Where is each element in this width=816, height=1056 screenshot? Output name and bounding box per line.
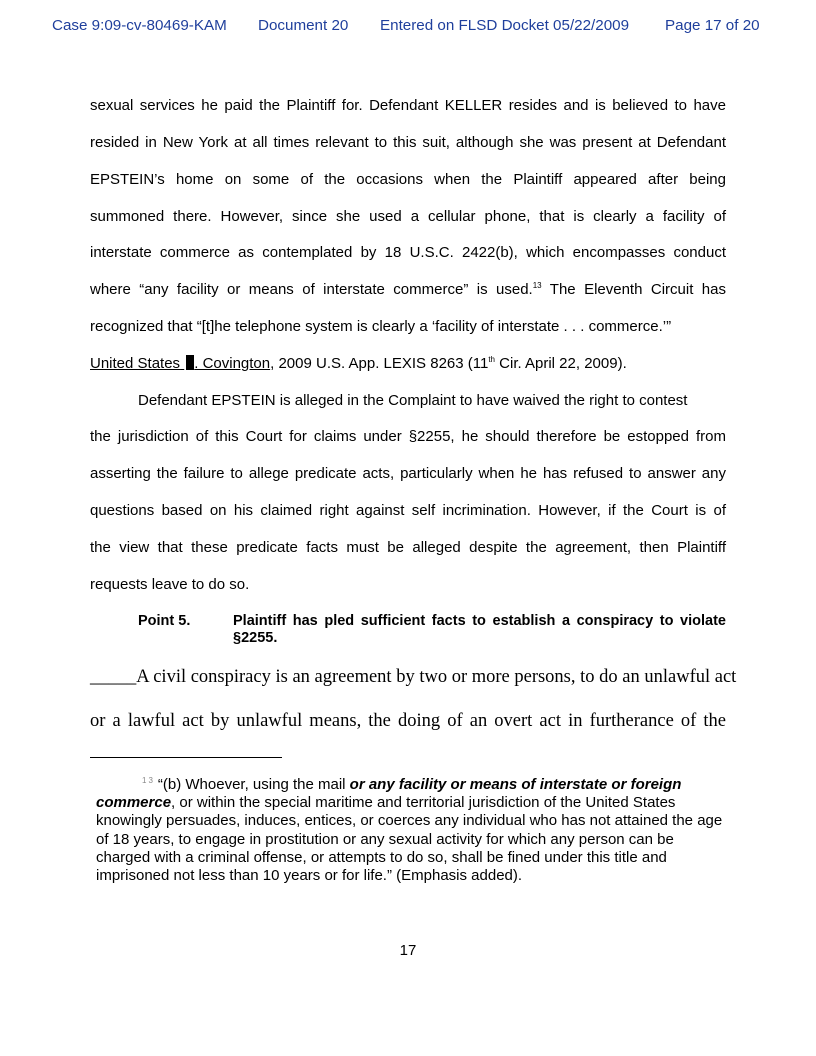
citation-text: , 2009 U.S. App. LEXIS 8263 (11 xyxy=(270,355,489,372)
footnote-reference: 13 xyxy=(532,281,542,290)
text-line: recognized that “[t]he telephone system is clearly a ‘facility of interstate . . . commerce.’” xyxy=(90,318,672,335)
text-line: summoned there. However, since she used a cellular phone, that is clearly a facility of xyxy=(90,208,726,225)
case-number: Case 9:09-cv-80469-KAM xyxy=(52,17,227,34)
page-number: 17 xyxy=(399,942,417,959)
case-name-b: . Covington xyxy=(194,355,271,372)
text-line: resided in New York at all times relevant to this suit, although she was present at Defendant xyxy=(90,134,726,151)
page-count: Page 17 of 20 xyxy=(665,17,760,34)
text-line: EPSTEIN’s home on some of the occasions when the Plaintiff appeared after being xyxy=(90,171,726,188)
docket-entry: Entered on FLSD Docket 05/22/2009 xyxy=(380,17,630,34)
text-line: the jurisdiction of this Court for claims under §2255, he should therefore be estopped from xyxy=(90,428,726,445)
text-line: the view that these predicate facts must be alleged despite the agreement, then Plaintiff xyxy=(90,539,726,556)
ordinal-suffix: th xyxy=(488,355,495,364)
text-line: asserting the failure to allege predicate acts, particularly when he has refused to answer any xyxy=(90,465,726,482)
text-segment: A civil conspiracy is an agreement by two or more persons, to do an unlawful act xyxy=(136,667,737,687)
text-line xyxy=(90,281,726,298)
case-citation xyxy=(90,355,270,372)
footnote-text: “(b) Whoever, using the mail xyxy=(157,776,350,793)
case-name-a: United States xyxy=(90,355,181,372)
text-line: or a lawful act by unlawful means, the doing of an overt act in furtherance of the xyxy=(90,711,726,731)
footnote-marker: 13 xyxy=(142,776,155,785)
text-line: Defendant EPSTEIN is alleged in the Complaint to have waived the right to contest xyxy=(138,392,688,409)
footnote-text: , or within the special maritime and territorial jurisdiction of the United States knowingly persuades, induces, entices, or coerces any individual who has not attained the age of 18 years, to engage in prostitution or any sexual activity for which any person can be charged with a criminal offense, or attempts to do so, shall be fined under this title and imprisoned not less than 10 years or for life.” (Emphasis added). xyxy=(96,794,723,885)
citation-end: Cir. April 22, 2009). xyxy=(495,355,627,372)
text-line xyxy=(90,667,736,688)
document-number: Document 20 xyxy=(258,17,349,34)
footnote-13 xyxy=(96,776,726,885)
footnote-divider xyxy=(90,757,282,758)
footnote-emphasis: or any facility or means of interstate or foreign commerce xyxy=(96,776,682,812)
blank-underscore: _____ xyxy=(90,667,137,687)
text-line: interstate commerce as contemplated by 18 U.S.C. 2422(b), which encompasses conduct xyxy=(90,244,726,261)
text-segment: where “any facility or means of interstate commerce” is used. xyxy=(90,281,533,298)
text-line: sexual services he paid the Plaintiff for. Defendant KELLER resides and is believed to have xyxy=(90,97,726,114)
point-title: Plaintiff has pled sufficient facts to establish a conspiracy to violate §2255. xyxy=(233,613,726,646)
point-number: Point 5. xyxy=(138,613,191,629)
text-line: questions based on his claimed right against self incrimination. However, if the Court is of xyxy=(90,502,726,519)
text-segment: The Eleventh Circuit has xyxy=(541,281,726,298)
text-line: requests leave to do so. xyxy=(90,576,250,593)
text-line xyxy=(90,355,627,372)
